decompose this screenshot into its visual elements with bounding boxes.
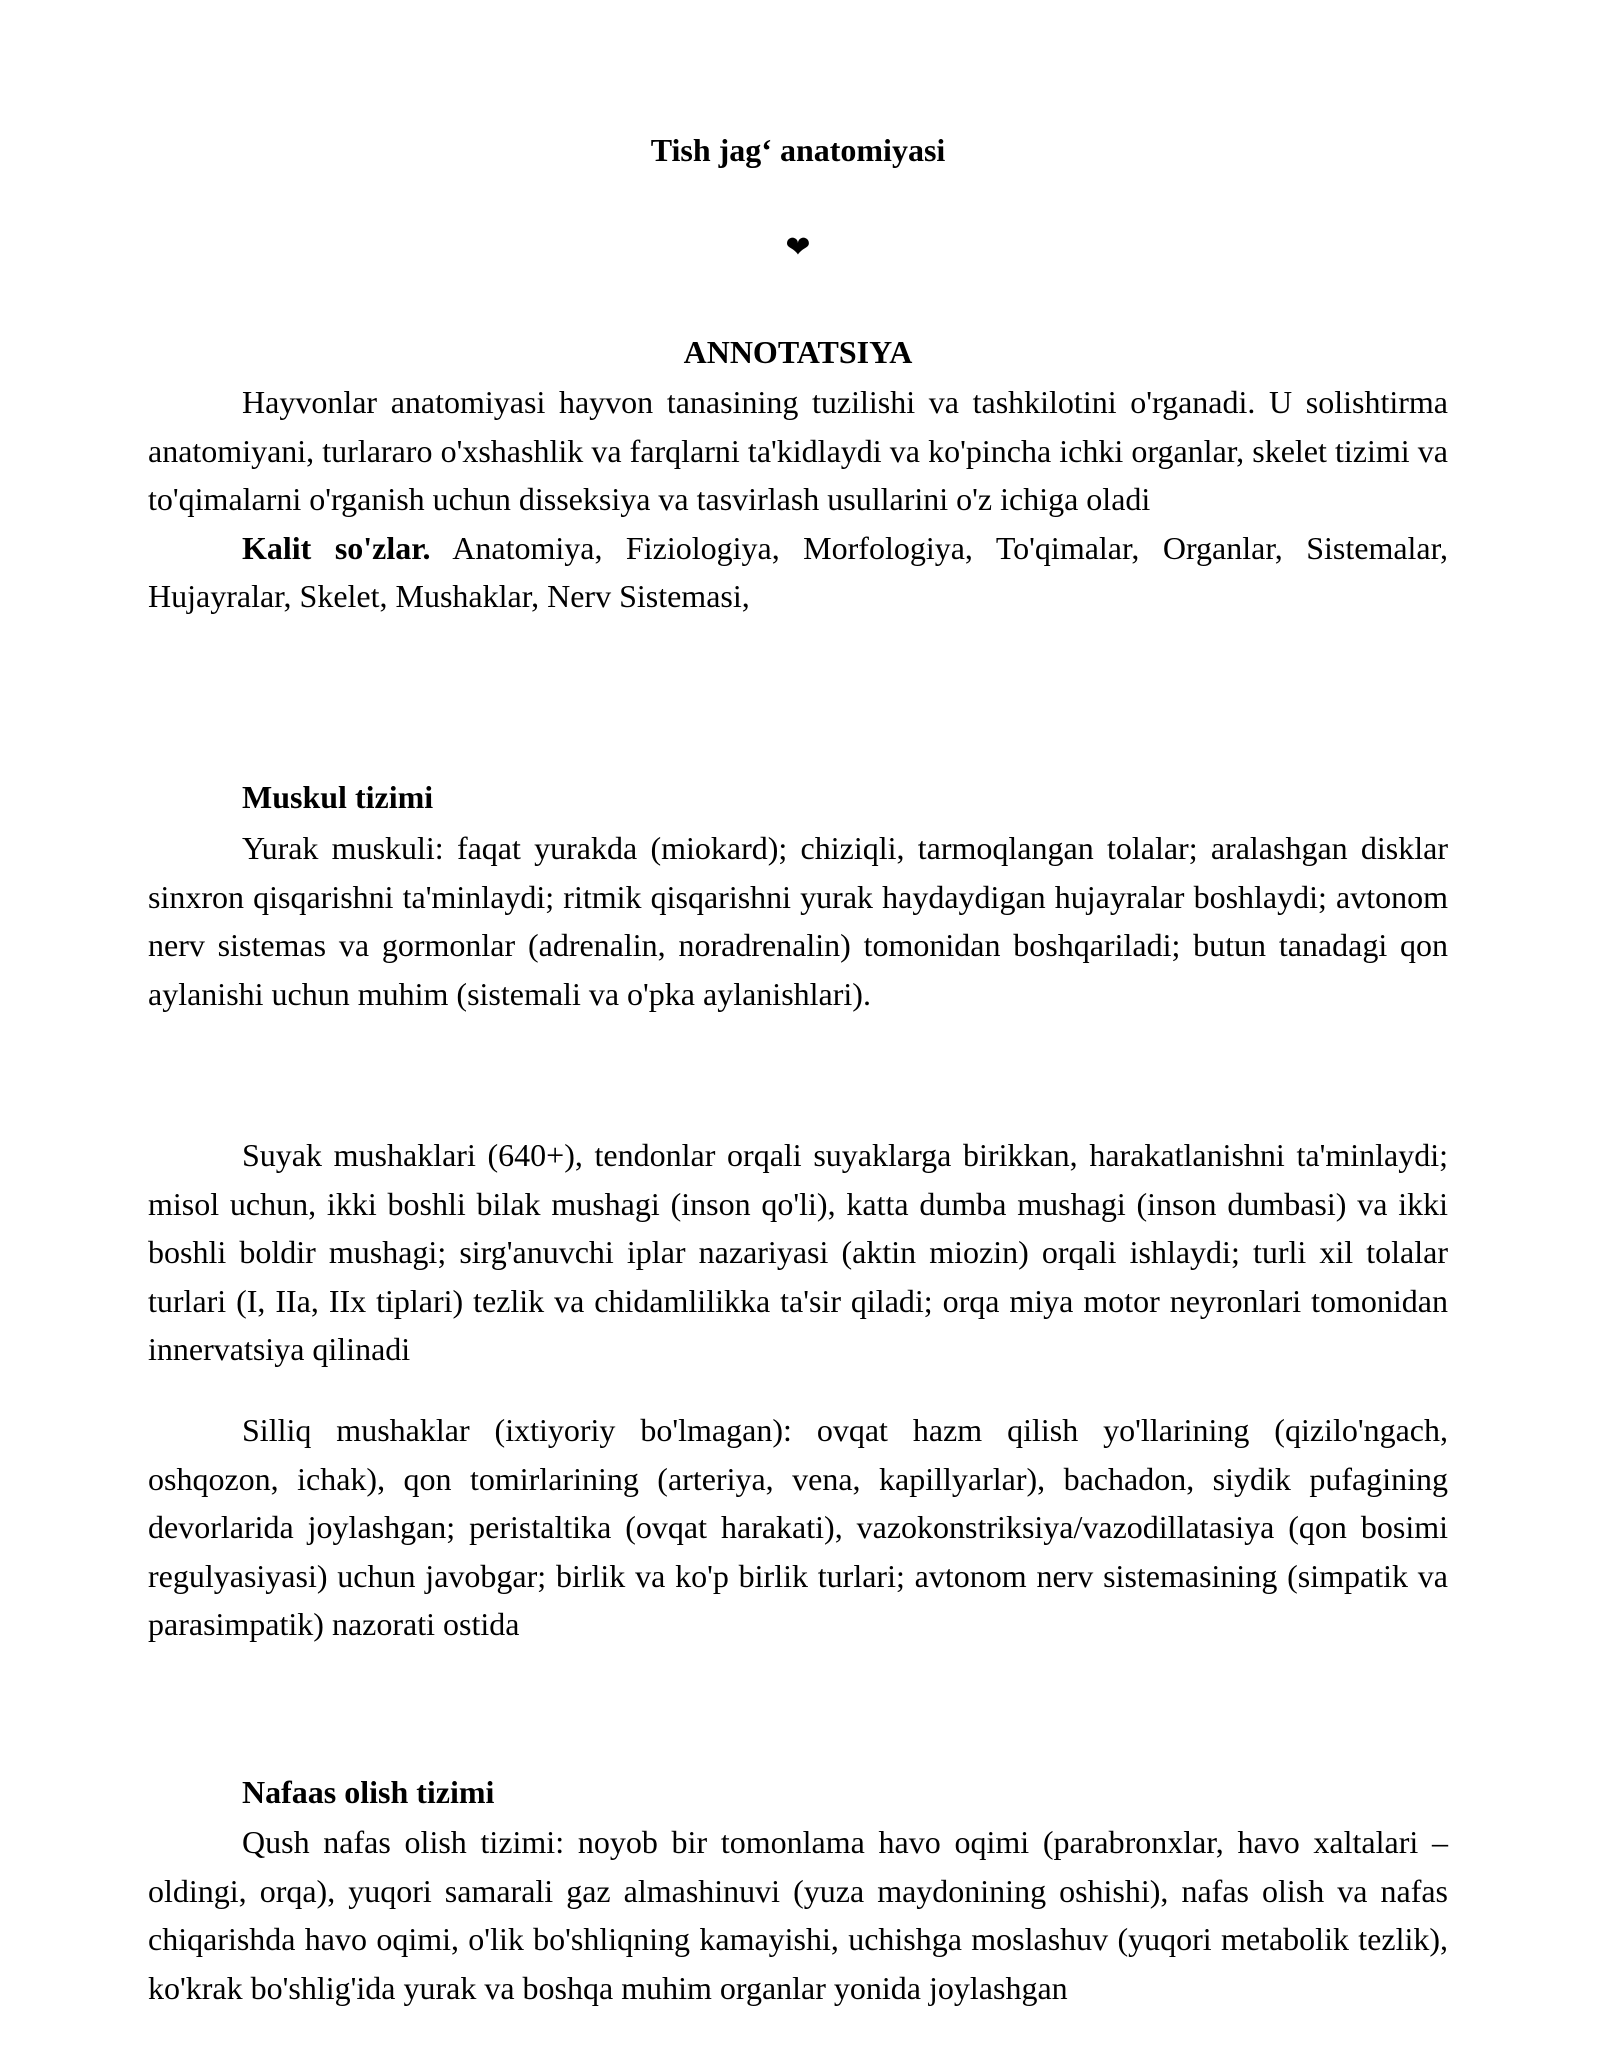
respiratory-paragraph-1 [148, 1818, 1448, 2012]
annotation-heading: ANNOTATSIYA [683, 334, 913, 370]
muscle-paragraph-1 [148, 824, 1448, 1018]
section-heading-respiratory: Nafaas olish tizimi [242, 1774, 495, 1810]
document-title: Tish jag‘ anatomiyasi [650, 132, 946, 168]
annotation-paragraph: Hayvonlar anatomiyasi hayvon tanasining tuzilishi va tashkilotini o'rganadi. U solishtirma anatomiyani, turlararo o'xshashlik va farqlarni ta'kidlaydi va ko'pincha ichki organlar, skelet tizimi va to'qimalarni o'rganish uchun disseksiya va tasvirlash usullarini o'z ichiga oladi [148, 384, 1448, 517]
paragraph: Yurak muskuli: faqat yurakda (miokard); chiziqli, tarmoqlangan tolalar; aralashgan disklar sinxron qisqarishni ta'minlaydi; ritmik qisqarishni yurak haydaydigan hujayralar boshlaydi; avtonom nerv sistemas va gormonlar (adrenalin, noradrenalin) tomonidan boshqariladi; butun tanadagi qon aylanishi uchun muhim (sistemali va o'pka aylanishlari). [148, 830, 1448, 1012]
section-heading-muscle: Muskul tizimi [242, 779, 434, 815]
paragraph: Qush nafas olish tizimi: noyob bir tomonlama havo oqimi (parabronxlar, havo xaltalari – oldingi, orqa), yuqori samarali gaz almashinuvi (yuza maydonining oshishi), nafas olish va nafas chiqarishda havo oqimi, o'lik bo'shliqning kamayishi, uchishga moslashuv (yuqori metabolik tezlik), ko'krak bo'shlig'ida yurak va boshqa muhim organlar yonida joylashgan [148, 1824, 1448, 2006]
annotation-section [148, 378, 1448, 621]
heart-icon: ❤ [785, 231, 811, 264]
keywords-list: Anatomiya, Fiziologiya, Morfologiya, To'qimalar, Organlar, Sistemalar, Hujayralar, Skelet, Mushaklar, Nerv Sistemasi, [148, 529, 1449, 614]
muscle-paragraph-2 [148, 1131, 1448, 1374]
paragraph: Silliq mushaklar (ixtiyoriy bo'lmagan): ovqat hazm qilish yo'llarining (qizilo'ngach, oshqozon, ichak), qon tomirlarining (arteriya, vena, kapillyarlar), bachadon, siydik pufagining devorlarida joylashgan; peristaltika (ovqat harakati), vazokonstriksiya/vazodillatasiya (qon bosimi regulyasiyasi) uchun javobgar; birlik va ko'p birlik turlari; avtonom nerv sistemasining (simpatik va parasimpatik) nazorati ostida [148, 1412, 1448, 1642]
keywords-label: Kalit so'zlar. [242, 529, 431, 566]
keywords-paragraph [148, 524, 1448, 621]
muscle-paragraph-3 [148, 1406, 1448, 1649]
paragraph: Suyak mushaklari (640+), tendonlar orqali suyaklarga birikkan, harakatlanishni ta'minlaydi; misol uchun, ikki boshli bilak mushagi (inson qo'li), katta dumba mushagi (inson dumbasi) va ikki boshli boldir mushagi; sirg'anuvchi iplar nazariyasi (aktin miozin) orqali ishlaydi; turli xil tolalar turlari (I, IIa, IIx tiplari) tezlik va chidamlilikka ta'sir qiladi; orqa miya motor neyronlari tomonidan innervatsiya qilinadi [148, 1137, 1448, 1367]
